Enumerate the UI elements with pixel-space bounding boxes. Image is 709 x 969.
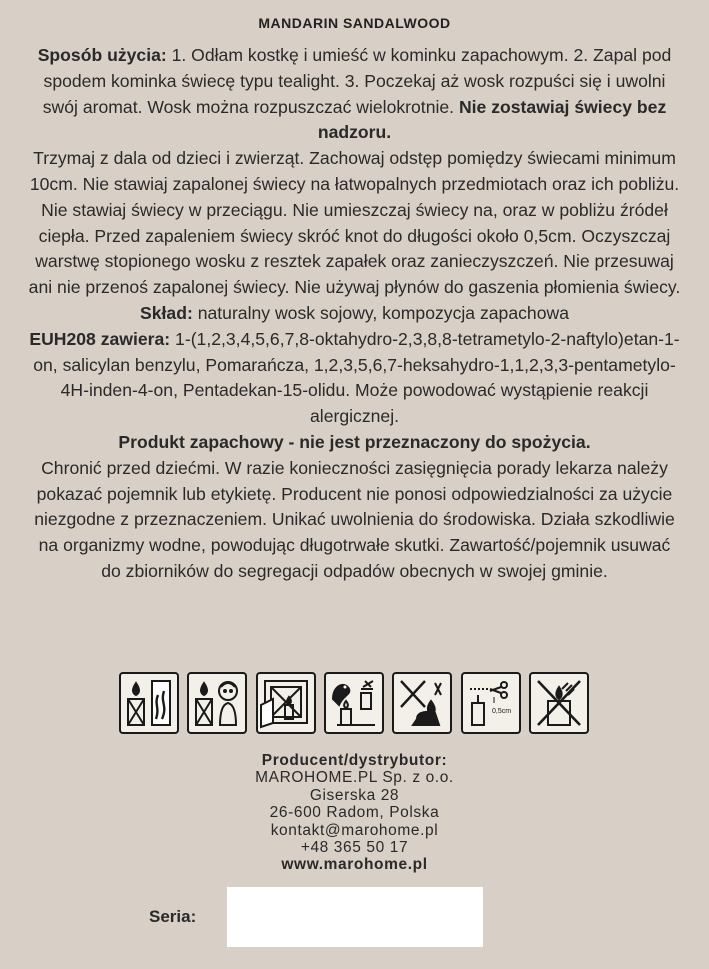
- seria-box: [227, 887, 483, 947]
- trim-wick-icon: [461, 672, 521, 734]
- producer-email: kontakt@marohome.pl: [270, 821, 439, 839]
- seria-label: Seria:: [149, 907, 197, 926]
- no-draft-icon: [256, 672, 316, 734]
- producer-street: Giserska 28: [309, 786, 400, 804]
- producer-city: 26-600 Radom, Polska: [269, 804, 440, 822]
- producer-heading: Producent/dystrybutor:: [261, 752, 448, 769]
- composition-label: Skład:: [140, 302, 193, 323]
- producer-block: [0, 752, 709, 874]
- composition-paragraph: [28, 301, 681, 327]
- composition-text: naturalny wosk sojowy, kompozycja zapachowa: [192, 302, 569, 323]
- usage-text: 1. Odłam kostkę i umieść w kominku zapachowym. 2. Zapal pod spodem kominka świecę typu tealight. 3. Poczekaj aż wosk rozpuści się i uwolni swój aromat. Wosk można rozpuszczać wielokrotnie.: [42, 45, 672, 117]
- usage-warning: Nie zostawiaj świecy bez nadzoru.: [317, 96, 667, 143]
- no-pets-icon: [324, 672, 384, 734]
- euh-text: 1-(1,2,3,4,5,6,7,8-oktahydro-2,3,8,8-tetrametylo-2-naftylo)etan-1-on, salicylan benzylu, Pomarańcza, 1,2,3,5,6,7-heksahydro-1,1,2,3,3-pentametylo-4H-inden-4-on, Pentadekan-15-olidu. Może powodować wystąpienie reakcji alergicznej.: [33, 328, 680, 427]
- no-children-icon: [187, 672, 247, 734]
- safety-paragraph: Trzymaj z dala od dzieci i zwierząt. Zachowaj odstęp pomiędzy świecami minimum 10cm. Nie stawiaj zapalonej świecy na łatwopalnych przedmiotach oraz ich pobliżu. Nie stawiaj świecy w przeciągu. Nie umieszczaj świecy na, oraz w pobliżu źródeł ciepła. Przed zapaleniem świecy skróć knot do długości około 0,5cm. Oczyszczaj warstwę stopionego wosku z resztek zapałek oraz zanieczyszczeń. Nie przesuwaj ani nie przenoś zapalonej świecy. Nie używaj płynów do gaszenia płomienia świecy.: [28, 148, 681, 298]
- safety-pictograms: [119, 672, 589, 736]
- usage-label: Sposób użycia:: [37, 45, 167, 65]
- producer-website: www.marohome.pl: [281, 856, 428, 874]
- no-heat-icon: [392, 672, 452, 734]
- euh-label: EUH208 zawiera:: [29, 328, 171, 349]
- no-water-icon: [529, 672, 589, 734]
- product-warning: Produkt zapachowy - nie jest przeznaczony do spożycia.: [118, 431, 591, 452]
- hazard-paragraph: Chronić przed dziećmi. W razie konieczności zasięgnięcia porady lekarza należy pokazać pojemnik lub etykietę. Producent nie ponosi odpowiedzialności za użycie niezgodne z przeznaczeniem. Unikać uwolnienia do środowiska. Działa szkodliwie na organizmy wodne, powodując długotrwałe skutki. Zawartość/pojemnik usuwać do zbiorników do segregacji odpadów obecnych w swojej gminie.: [34, 457, 675, 581]
- wick-length-label: 0,5cm: [491, 708, 511, 715]
- product-title: MANDARIN SANDALWOOD: [258, 15, 451, 31]
- producer-company: MAROHOME.PL Sp. z o.o.: [255, 769, 454, 787]
- producer-phone: +48 365 50 17: [300, 839, 409, 857]
- usage-paragraph: [28, 43, 681, 146]
- no-flammable-icon: [119, 672, 179, 734]
- euh-paragraph: [28, 327, 681, 430]
- label-body: [28, 43, 681, 585]
